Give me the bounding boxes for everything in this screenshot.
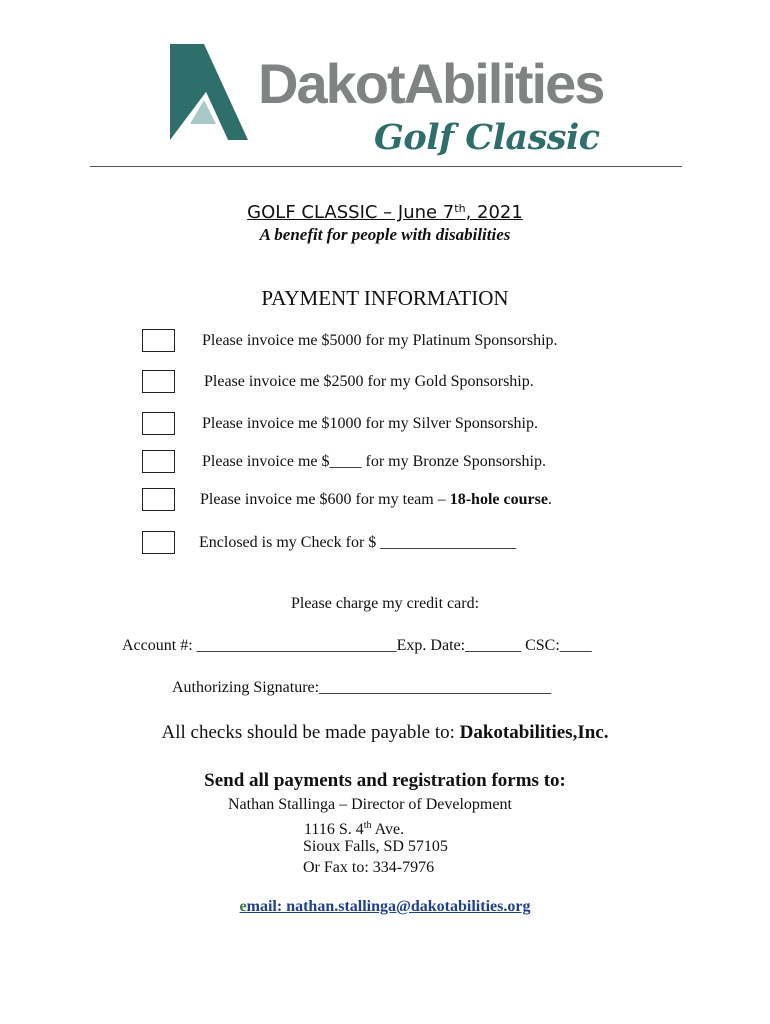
bronze-sponsorship-label: Please invoice me $____ for my Bronze Sponsorship. [202, 453, 546, 470]
send-payments-heading: Send all payments and registration forms to: [204, 770, 566, 791]
city-state-zip: Sioux Falls, SD 57105 [303, 838, 448, 855]
account-expiry-csc-line: Account #: _________________________Exp. Date:_______ CSC:____ [122, 637, 592, 654]
event-tagline: A benefit for people with disabilities [259, 225, 511, 244]
credit-card-heading: Please charge my credit card: [290, 595, 480, 612]
header-divider [90, 166, 682, 167]
team-18-hole-checkbox[interactable] [142, 488, 175, 511]
platinum-sponsorship-checkbox[interactable] [142, 329, 175, 352]
team-18-hole-label: Please invoice me $600 for my team – 18-hole course. [200, 491, 552, 508]
gold-sponsorship-checkbox[interactable] [142, 370, 175, 393]
silver-sponsorship-checkbox[interactable] [142, 412, 175, 435]
bronze-sponsorship-checkbox[interactable] [142, 450, 175, 473]
platinum-sponsorship-label: Please invoice me $5000 for my Platinum Sponsorship. [202, 332, 558, 349]
fax-number: Or Fax to: 334-7976 [303, 859, 435, 876]
check-enclosed-label: Enclosed is my Check for $ _________________ [199, 534, 517, 551]
gold-sponsorship-label: Please invoice me $2500 for my Gold Sponsorship. [204, 373, 534, 390]
checks-payable-note: All checks should be made payable to: Dakotabilities,Inc. [161, 722, 609, 743]
event-title: GOLF CLASSIC – June 7th, 2021 [247, 202, 523, 223]
contact-name: Nathan Stallinga – Director of Development [228, 796, 512, 813]
street-address: 1116 S. 4th Ave. [304, 820, 405, 838]
golf-classic-wordmark: Golf Classic [374, 117, 600, 158]
brand-name: DakotAbilities [258, 52, 604, 115]
authorizing-signature-line: Authorizing Signature:_____________________________ [172, 679, 552, 696]
silver-sponsorship-label: Please invoice me $1000 for my Silver Sponsorship. [202, 415, 538, 432]
payment-information-heading: PAYMENT INFORMATION [261, 286, 509, 310]
dakotabilities-logo-mark [166, 44, 250, 140]
check-enclosed-checkbox[interactable] [142, 531, 175, 554]
email-link[interactable]: email: nathan.stallinga@dakotabilities.org [239, 898, 531, 915]
